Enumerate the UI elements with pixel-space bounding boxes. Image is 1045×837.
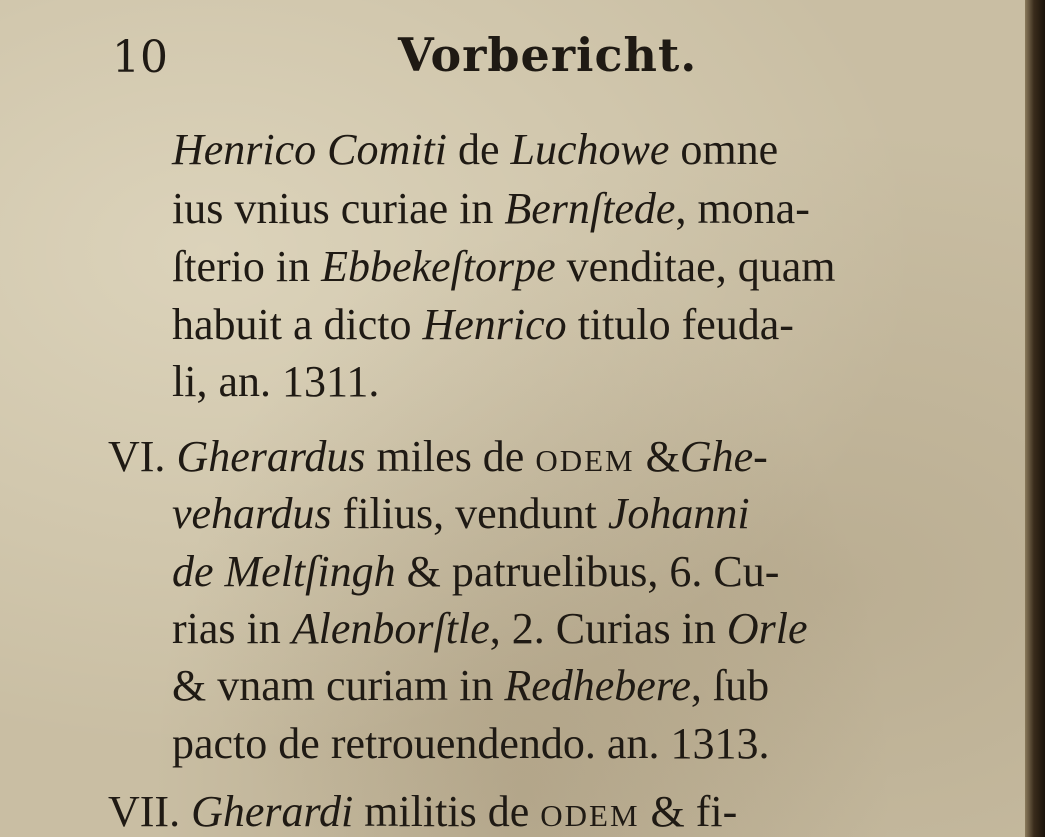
- text-segment: militis de: [353, 787, 541, 836]
- text-segment: Bernſtede: [504, 184, 676, 233]
- running-title: Vorbericht.: [398, 28, 698, 82]
- text-segment: Ebbekeſtorpe: [321, 242, 556, 291]
- book-binding-edge: [1025, 0, 1045, 837]
- text-line-10: [172, 661, 770, 710]
- text-segment: Alenborſtle: [291, 604, 490, 653]
- text-segment: habuit a dicto: [172, 300, 423, 349]
- text-segment: omne: [669, 125, 779, 174]
- text-segment: Gherardi: [191, 787, 354, 836]
- text-line-1: [172, 125, 779, 174]
- text-segment: Henrico Comiti: [172, 125, 447, 174]
- text-segment: rias in: [172, 604, 292, 653]
- text-segment: ius vnius curiae in: [172, 184, 505, 233]
- text-segment: pacto de retrouendendo. an. 1313.: [172, 719, 770, 768]
- text-line-4: [172, 300, 794, 349]
- text-segment: VI.: [108, 432, 177, 481]
- text-segment: venditae, quam: [555, 242, 836, 291]
- text-segment: li, an. 1311.: [172, 357, 380, 406]
- text-line-12: [108, 787, 738, 836]
- text-segment: Gherardus: [176, 432, 366, 481]
- text-segment: Ghe-: [679, 432, 768, 481]
- text-segment: miles de: [365, 432, 536, 481]
- text-line-9: [172, 604, 808, 653]
- text-segment: de Meltſingh: [172, 547, 396, 596]
- text-segment: , mona-: [675, 184, 810, 233]
- text-line-8: [172, 547, 780, 596]
- text-segment: filius, vendunt: [331, 489, 608, 538]
- text-segment: ſterio in: [172, 242, 322, 291]
- text-segment: &: [634, 432, 680, 481]
- text-line-11: [172, 719, 770, 768]
- text-segment: Luchowe: [510, 125, 670, 174]
- text-line-5: [172, 357, 380, 406]
- text-line-3: [172, 242, 836, 291]
- text-segment: titulo feuda-: [566, 300, 794, 349]
- text-segment: Henrico: [422, 300, 567, 349]
- text-segment: Redhebere: [504, 661, 691, 710]
- text-line-6: [108, 432, 768, 481]
- text-segment: Johanni: [607, 489, 750, 538]
- text-segment: de: [446, 125, 511, 174]
- text-segment: VII.: [108, 787, 192, 836]
- text-segment: odem: [540, 787, 640, 836]
- page-number: 10: [112, 32, 168, 83]
- text-segment: , ſub: [690, 661, 770, 710]
- text-segment: Orle: [726, 604, 808, 653]
- text-segment: & vnam curiam in: [172, 661, 505, 710]
- text-segment: vehardus: [172, 489, 332, 538]
- text-segment: & fi-: [639, 787, 738, 836]
- text-segment: , 2. Curias in: [489, 604, 727, 653]
- text-segment: & patruelibus, 6. Cu-: [395, 547, 780, 596]
- text-line-7: [172, 489, 750, 538]
- text-segment: odem: [535, 432, 635, 481]
- text-line-2: [172, 184, 810, 233]
